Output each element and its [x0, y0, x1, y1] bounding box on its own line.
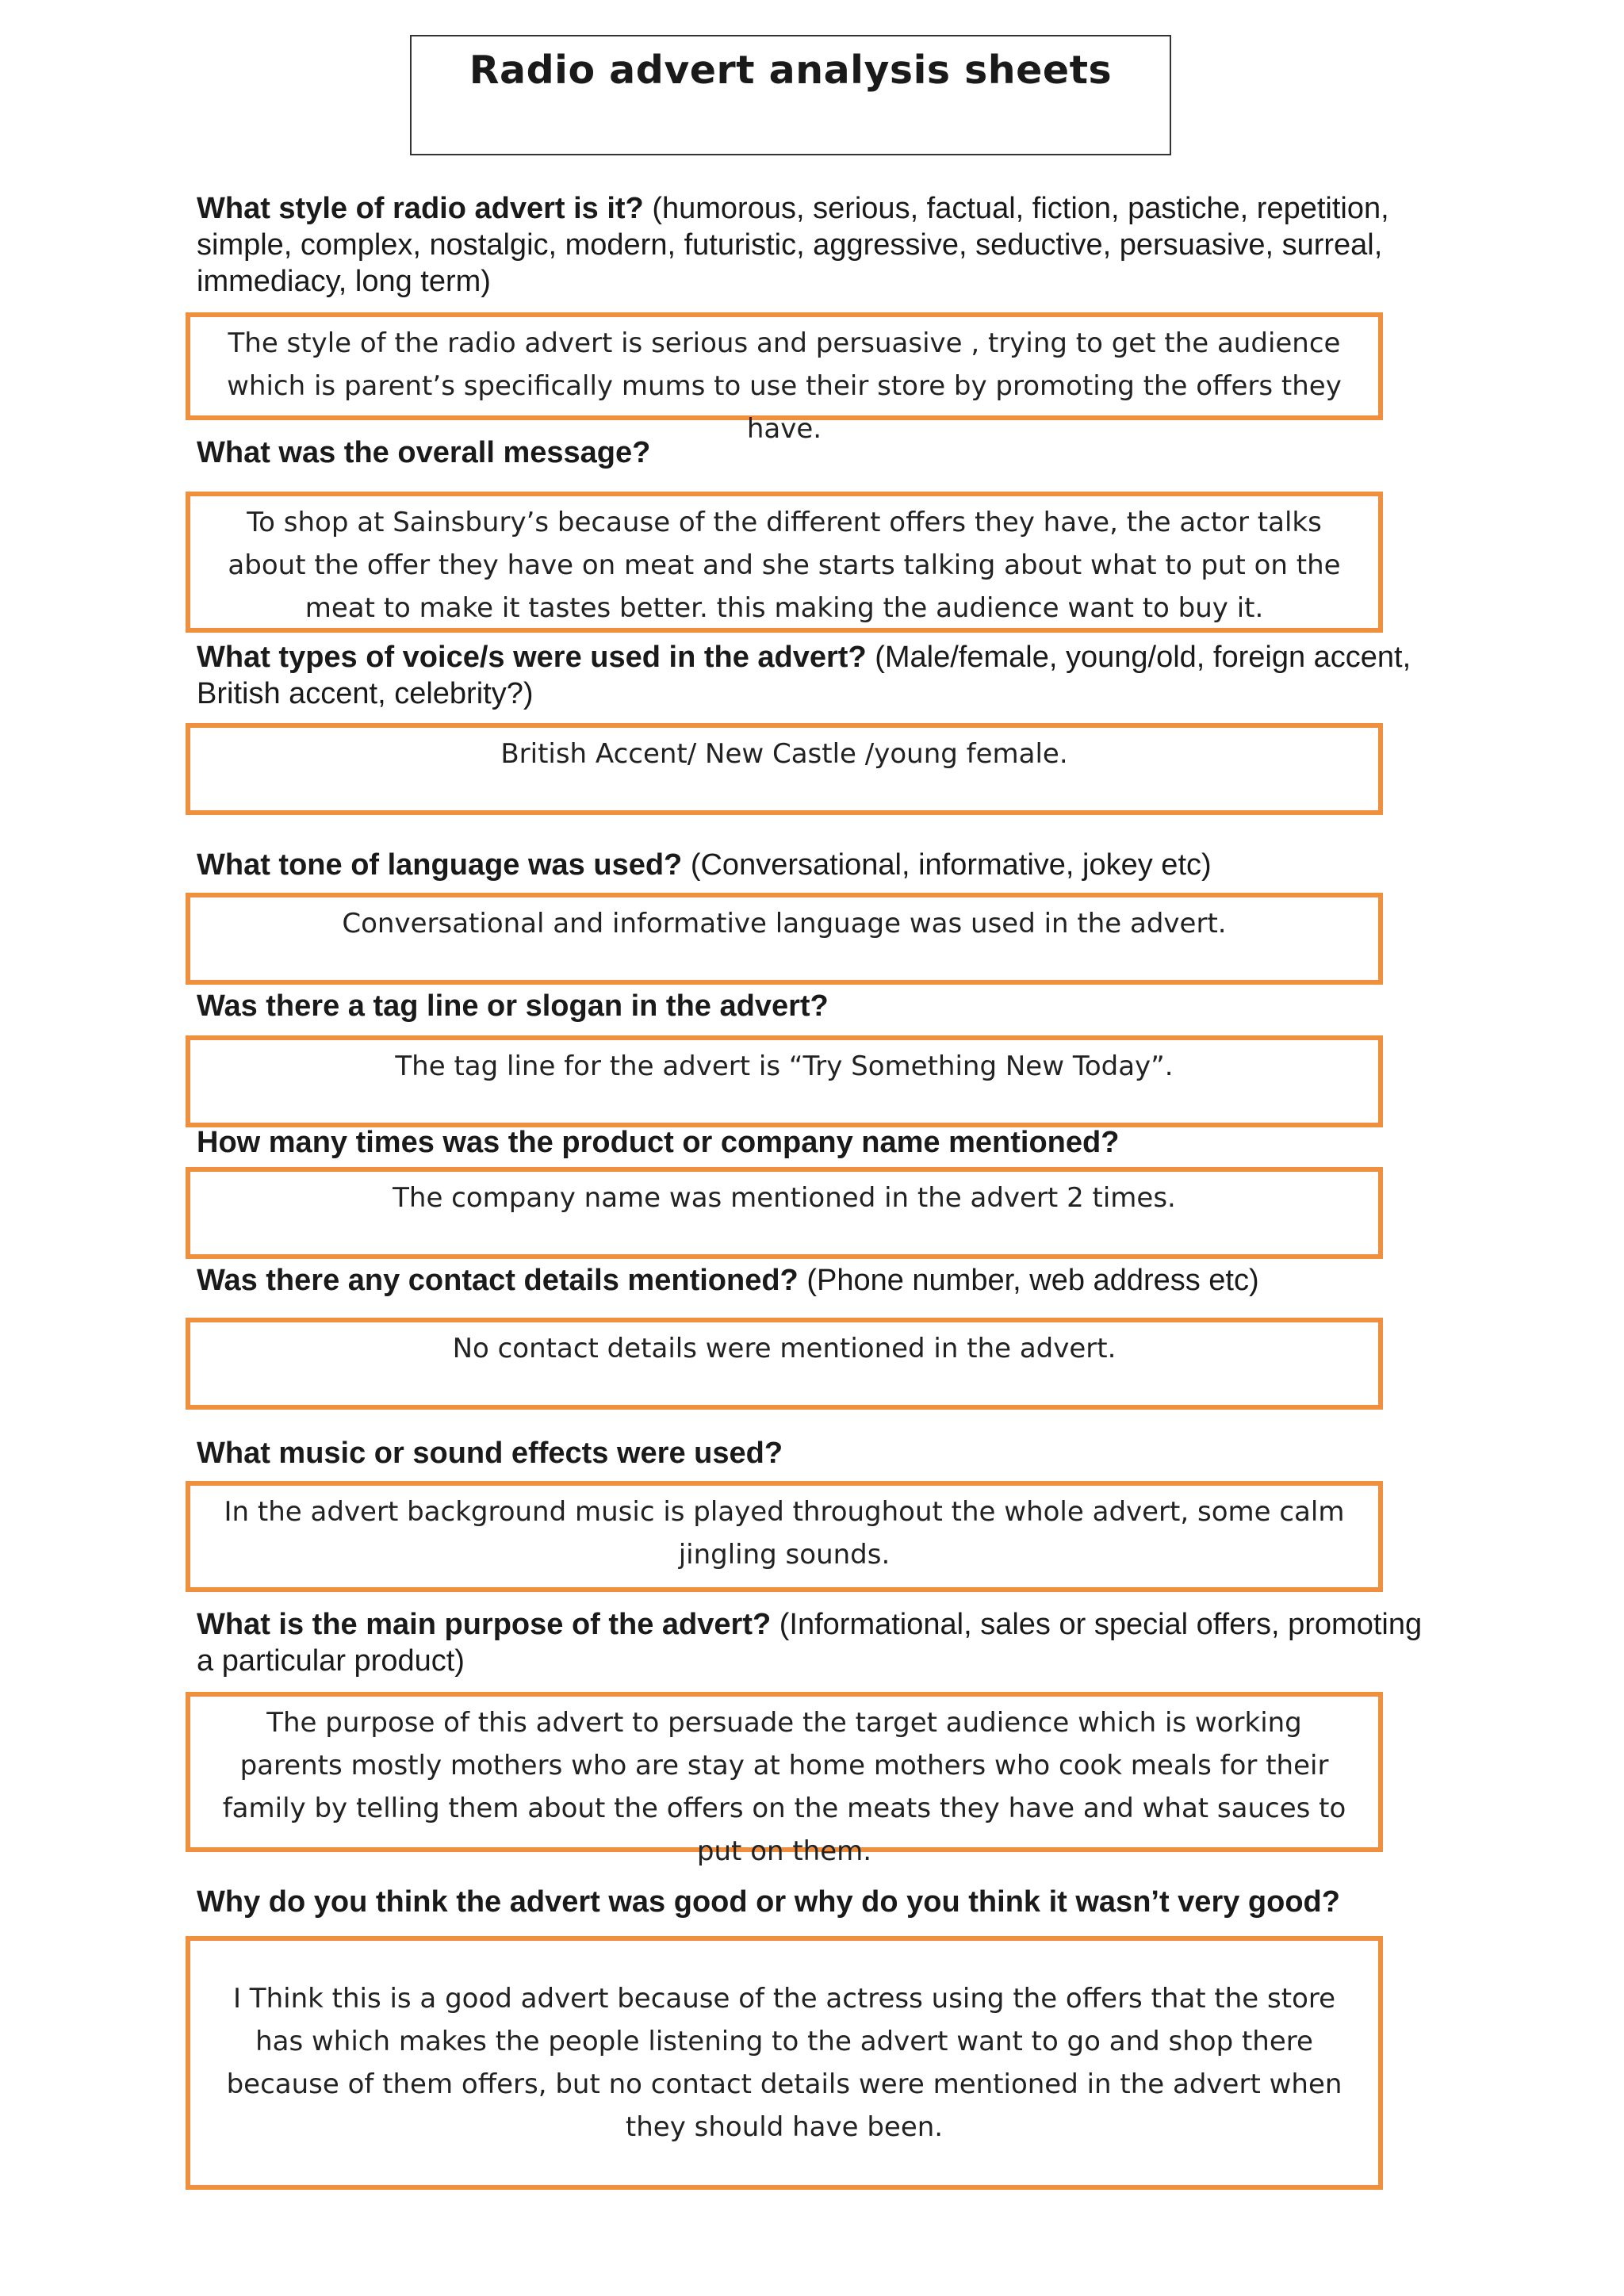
answer-box-style[interactable]	[186, 312, 1383, 445]
question-hint: (Phone number, web address etc)	[798, 1264, 1259, 1297]
question-label: What music or sound effects were used?	[197, 1437, 783, 1470]
question-label: What tone of language was used?	[197, 848, 683, 882]
question-label: Was there a tag line or slogan in the advert?	[197, 989, 829, 1023]
question-mentions	[197, 1124, 1434, 1161]
answer-box-opinion[interactable]	[186, 1936, 1383, 2190]
question-hint: (Informational, sales or special offers, promoting a particular product)	[197, 1608, 1423, 1678]
answer-text: British Accent/ New Castle /young female.	[500, 738, 1068, 770]
answer-box-music[interactable]	[186, 1481, 1383, 1592]
answer-text: Conversational and informative language was used in the advert.	[342, 908, 1227, 939]
question-tagline	[197, 988, 1434, 1024]
question-label: What types of voice/s were used in the advert?	[197, 641, 867, 674]
question-label: What was the overall message?	[197, 436, 651, 469]
answer-box-purpose[interactable]	[186, 1692, 1383, 1867]
answer-text: The style of the radio advert is serious and persuasive , trying to get the audience which is parent’s specifically mums to use their store by promoting the offers they have.	[227, 327, 1342, 445]
question-voices	[197, 639, 1434, 712]
answer-text: The company name was mentioned in the advert 2 times.	[393, 1182, 1176, 1214]
question-label: Why do you think the advert was good or why do you think it wasn’t very good?	[197, 1885, 1340, 1919]
answer-text: The tag line for the advert is “Try Something New Today”.	[395, 1050, 1174, 1082]
answer-box-voices[interactable]	[186, 723, 1383, 815]
answer-text: The purpose of this advert to persuade the target audience which is working parents mostly mothers who are stay at home mothers who cook meals for their family by telling them about the offers on the meats they have and what sauces to put on them.	[222, 1707, 1346, 1867]
answer-box-tone[interactable]	[186, 893, 1383, 985]
answer-text: In the advert background music is played throughout the whole advert, some calm jingling sounds.	[224, 1496, 1345, 1571]
question-style	[197, 190, 1434, 300]
title-box	[410, 35, 1171, 155]
answer-text: No contact details were mentioned in the advert.	[452, 1333, 1116, 1364]
question-purpose	[197, 1606, 1434, 1679]
question-music	[197, 1435, 1434, 1471]
question-label: What is the main purpose of the advert?	[197, 1608, 772, 1641]
answer-text: I Think this is a good advert because of the actress using the offers that the store has which makes the people listening to the advert want to go and shop there because of them offers, but no contact details were mentioned in the advert when they should have been.	[226, 1983, 1342, 2143]
answer-text: To shop at Sainsbury’s because of the different offers they have, the actor talks about the offer they have on meat and she starts talking about what to put on the meat to make it tastes better. this making the audience want to buy it.	[228, 507, 1341, 624]
question-label: Was there any contact details mentioned?	[197, 1264, 799, 1297]
answer-box-mentions[interactable]	[186, 1167, 1383, 1259]
question-tone	[197, 847, 1434, 883]
question-hint: (humorous, serious, factual, fiction, pastiche, repetition, simple, complex, nostalgic, modern, futuristic, aggressive, seductive, persuasive, surreal, immediacy, long term)	[197, 192, 1389, 298]
answer-box-message[interactable]	[186, 492, 1383, 633]
answer-box-contact[interactable]	[186, 1318, 1383, 1410]
question-hint: (Conversational, informative, jokey etc)	[682, 848, 1212, 882]
question-opinion	[197, 1884, 1434, 1920]
page-title: Radio advert analysis sheets	[469, 48, 1113, 93]
question-contact	[197, 1262, 1434, 1299]
answer-box-tagline[interactable]	[186, 1035, 1383, 1127]
question-label: How many times was the product or company name mentioned?	[197, 1126, 1120, 1159]
question-label: What style of radio advert is it?	[197, 192, 644, 225]
question-hint: (Male/female, young/old, foreign accent, British accent, celebrity?)	[197, 641, 1411, 710]
question-message	[197, 434, 1434, 471]
